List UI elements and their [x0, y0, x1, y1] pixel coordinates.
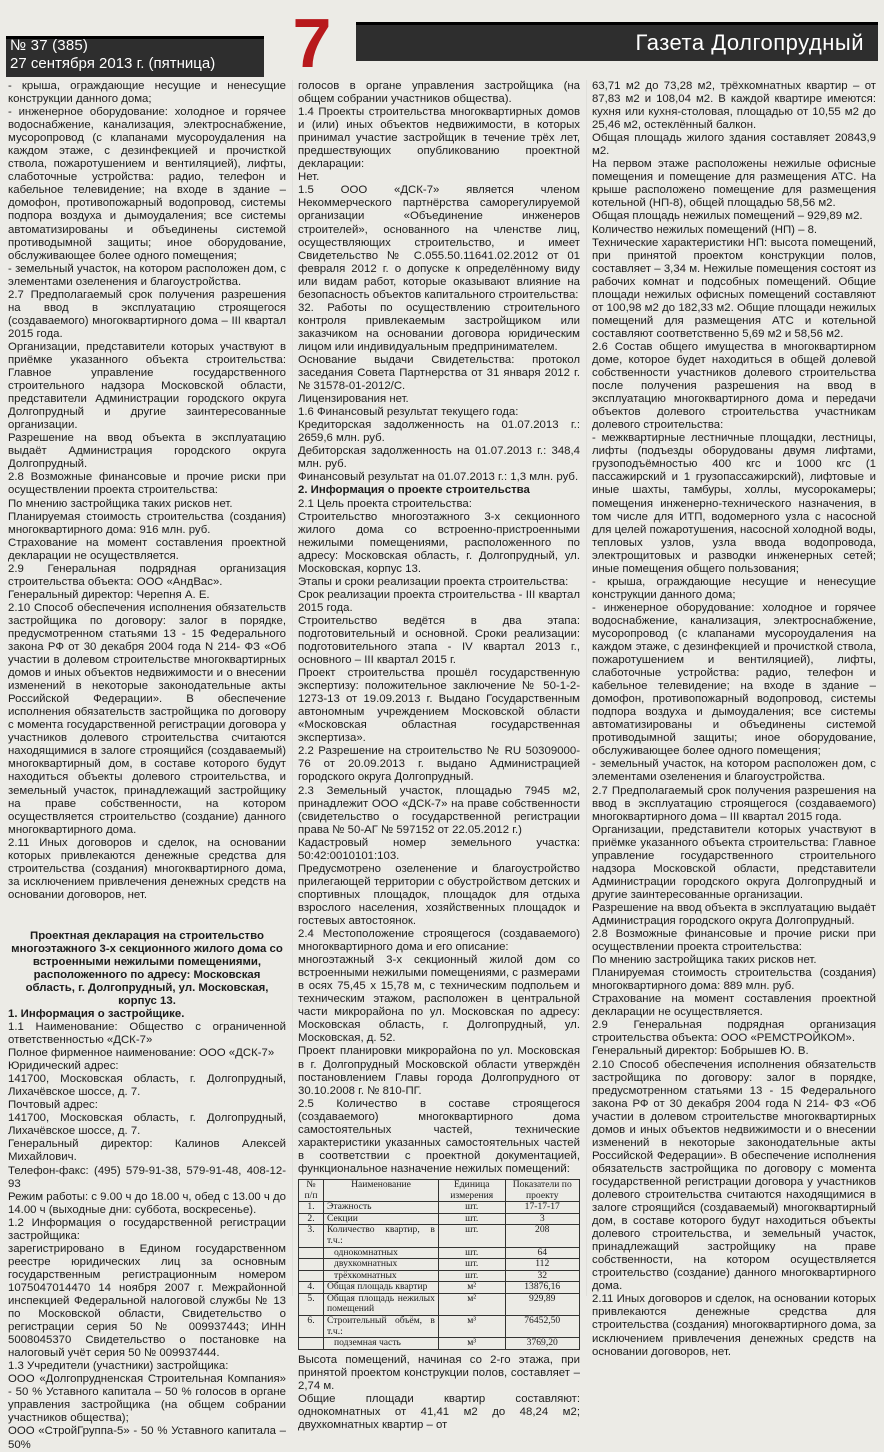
paragraph: По мнению застройщика таких рисков нет. [592, 954, 817, 967]
cell-unit: шт. [438, 1202, 505, 1214]
paragraph: 32. Работы по осуществлению строительного контроля привлекаемым застройщиком или заказчиком на основании договора юридическим лицом или индивидуальным предпринимателем. [298, 301, 580, 353]
cell-value: 64 [505, 1247, 580, 1259]
paragraph: Полное фирменное наименование: ООО «ДСК-7» [8, 1047, 275, 1060]
paragraph: Режим работы: с 9.00 ч до 18.00 ч, обед с 13.00 ч до 14.00 ч (выходные дни: суббота, воскресенье). [8, 1190, 286, 1216]
section-1-title: 1. Информация о застройщике. [8, 1007, 185, 1020]
cell-name: трёхкомнатных [324, 1270, 439, 1282]
table-row [299, 1213, 580, 1225]
paragraph: 2.11 Иных договоров и сделок, на основании которых привлекаются денежные средства для строительства (создания) многоквартирного дома, за исключением привлечения денежных средств на основании договоров, нет. [592, 1293, 876, 1358]
table-body [299, 1202, 580, 1350]
section-2-title: 2. Информация о проекте строительства [298, 484, 530, 497]
page-number: 7 [292, 4, 332, 82]
paragraph: 1.1 Наименование: Общество с ограниченной ответственностью «ДСК-7» [8, 1021, 286, 1047]
paragraph: 2.3 Земельный участок, площадью 7945 м2, принадлежит ООО «ДСК-7» на праве собственности (свидетельство о государственной регистрации права № 50-АГ № 597152 от 22.05.2012 г.) [298, 784, 580, 836]
th-num: № п/п [299, 1179, 324, 1201]
paragraph: Генеральный директор: Бобрышев Ю. В. [592, 1045, 809, 1058]
paragraph: Разрешение на ввод объекта в эксплуатацию выдаёт Администрация городского округа Долгопрудный. [592, 901, 876, 927]
paragraph: голосов в органе управления застройщика (на общем собрании участников общества). [298, 80, 580, 106]
cell-value: 929,89 [505, 1293, 580, 1315]
cell-unit: м² [438, 1282, 505, 1294]
cell-value: 17-17-17 [505, 1202, 580, 1214]
paragraph: 2.7 Предполагаемый срок получения разрешения на ввод в эксплуатацию строящегося (создаваемого) многоквартирного дома – III квартал 2015 года. [592, 784, 876, 823]
cell-name: двухкомнатных [324, 1259, 439, 1271]
newspaper-name: Газета Долгопрудный [635, 30, 864, 55]
paragraph: Этапы и сроки реализации проекта строительства: [298, 575, 569, 588]
cell-name: Строительный объём, в т.ч.: [324, 1316, 439, 1338]
cell-name: Этажность [324, 1202, 439, 1214]
paragraph: 2.4 Местоположение строящегося (создаваемого) многоквартирного дома и его описание: [298, 928, 580, 954]
paragraph: 2.10 Способ обеспечения исполнения обязательств застройщика по договору: залог в порядке, предусмотренном статьями 13 - 15 Федерального закона РФ от 30 декабря 2004 года N 214- ФЗ «Об участии в долевом строительстве многоквартирных домов и иных объектов недвижимости и о внесении изменений в некоторые законодательные акты Российской Федерации». В обеспечение исполнения обязательств застройщика по договору с момента государственной регистрации договора у участников долевого строительства считаются находящимися в залоге строящийся (создаваемый) многоквартирный дом, в составе которого будут находиться объекты долевого строительства, и земельный участок, принадлежащий застройщику на праве собственности, на котором осуществляется строительство (создание) данного многоквартирного дома. [8, 601, 286, 836]
paragraph: Общие площади квартир составляют: однокомнатных от 41,41 м2 до 48,24 м2; двухкомнатных квартир – от [298, 1392, 580, 1432]
column-divider [292, 80, 293, 1296]
issue-number: № 37 (385) [10, 37, 89, 54]
table-row [299, 1270, 580, 1282]
col1-paragraphs [8, 80, 286, 902]
paragraph: Генеральный директор: Калинов Алексей Михайлович. [8, 1138, 286, 1164]
paragraph: 141700, Московская область, г. Долгопрудный, Лихачёвское шоссе, д. 7. [8, 1073, 286, 1099]
paragraph: 2.9 Генеральная подрядная организация строительства объекта: ООО «РЕМСТРОЙКОМ». [592, 1019, 876, 1045]
paragraph: 2.1 Цель проекта строительства: [298, 497, 472, 510]
cell-num: 5. [299, 1293, 324, 1315]
spacer [8, 902, 286, 918]
paragraph: - земельный участок, на котором расположен дом, с элементами озеленения и благоустройства. [8, 262, 286, 288]
paragraph: На первом этаже расположены нежилые офисные помещения и помещение для размещения АТС. На крыше расположено помещение для размещения котельной (НП-8), общей площадью 58,56 м2. [592, 158, 876, 210]
paragraph: 1.3 Учредители (участники) застройщика: [8, 1360, 229, 1373]
th-name: Наименование [324, 1179, 439, 1201]
cell-name: Общая площадь квартир [324, 1282, 439, 1294]
characteristics-table [298, 1179, 580, 1350]
paragraph: Количество нежилых помещений (НП) – 8. [592, 223, 818, 236]
cell-name: Общая площадь нежилых помещений [324, 1293, 439, 1315]
th-value: Показатели по проекту [505, 1179, 580, 1201]
paragraph: Проект планировки микрорайона по ул. Московская в г. Долгопрудный Московской области утверждён постановлением Главы города Долгопрудного от 30.10.2008 г. № 810-ПГ. [298, 1045, 580, 1097]
paragraph: Страхование на момент составления проектной декларации не осуществляется. [592, 993, 876, 1019]
paragraph: 1.5 ООО «ДСК-7» является членом Некоммерческого партнёрства саморегулируемой организации «Объединение инженеров строителей», основанного на членстве лиц, осуществляющих строительство, и имеет Свидетельство № С.055.50.11641.02.2012 от 01 февраля 2012 г. о допуске к определённому виду или видам работ, которые оказывают влияние на безопасность объектов капитального строительства: [298, 184, 580, 301]
paragraph: - межквартирные лестничные площадки, лестницы, лифты (подъезды оборудованы двумя лифтами, грузоподъёмностью 400 кгс и 1000 кгс (1 пассажирский и 1 грузопассажирский), лифтовые и иные шахты, тамбуры, холлы, мусорокамеры; помещения инженерно-технического назначения, в том числе для ИТП, водомерного узла с насосной для целей пожаротушения, насосной холодной воды, тепловых узлов, узла ввода водопровода, электрощитовых и разводки инженерных сетей; иные помещения общего пользования; [592, 432, 876, 575]
cell-name: Количество квартир, в т.ч.: [324, 1225, 439, 1247]
column-divider [586, 80, 587, 1296]
paragraph: 2.8 Возможные финансовые и прочие риски при осуществлении проекта строительства: [8, 471, 286, 497]
col1-paragraphs-2 [8, 1021, 286, 1452]
paragraph: 2.10 Способ обеспечения исполнения обязательств застройщика по договору: залог в порядке, предусмотренном статьями 13 - 15 Федерального закона РФ от 30 декабря 2004 года N 214- ФЗ «Об участии в долевом строительстве многоквартирных домов и иных объектов недвижимости и о внесении изменений в некоторые законодательные акты Российской Федерации». В обеспечение исполнения обязательств застройщика по договору с момента государственной регистрации договора у участников долевого строительства считаются находящимися в залоге строящийся (создаваемый) многоквартирный дом, в составе которого будут находиться объекты долевого строительства, и земельный участок, принадлежащий застройщику на праве собственности, на котором осуществляется строительство (создание) данного многоквартирного дома. [592, 1058, 876, 1293]
paragraph: Кредиторская задолженность на 01.07.2013 г.: 2659,6 млн. руб. [298, 419, 580, 445]
paragraph: 2.7 Предполагаемый срок получения разрешения на ввод в эксплуатацию строящегося (создаваемого) многоквартирного дома – III квартал 2015 года. [8, 288, 286, 340]
paragraph: Строительство многоэтажного 3-х секционного жилого дома со встроенно-пристроенными нежилыми помещениями, расположенного по адресу: Московская область, г. Долгопрудный, ул. Московская, корпус 13. [298, 510, 580, 575]
col2-paragraphs [298, 80, 580, 484]
paragraph: - земельный участок, на котором расположен дом, с элементами озеленения и благоустройства. [592, 758, 876, 784]
paragraph: Финансовый результат на 01.07.2013 г.: 1,3 млн. руб. [298, 471, 579, 484]
paragraph: Организации, представители которых участвуют в приёмке указанного объекта строительства: Главное управление государственного строительного надзора Московской области, представители Администрации городского округа Долгопрудный и другие заинтересованные организации. [8, 340, 286, 432]
cell-num: 4. [299, 1282, 324, 1294]
cell-name: подземная часть [324, 1338, 439, 1350]
cell-unit: шт. [438, 1270, 505, 1282]
paragraph: 2.2 Разрешение на строительство № RU 50309000-76 от 20.09.2013 г. выдано Администрацией городского округа Долгопрудный. [298, 745, 580, 784]
cell-value: 13876,16 [505, 1282, 580, 1294]
cell-value: 208 [505, 1225, 580, 1247]
paragraph: Общая площадь жилого здания составляет 20843,9 м2. [592, 132, 876, 158]
cell-num: 3. [299, 1225, 324, 1247]
cell-unit: м² [438, 1293, 505, 1315]
paragraph: ООО «СтройГруппа-5» - 50 % Уставного капитала – 50% [8, 1425, 286, 1451]
cell-unit: шт. [438, 1247, 505, 1259]
page-header [0, 0, 884, 80]
cell-num [299, 1247, 324, 1259]
cell-num [299, 1259, 324, 1271]
paragraph: 2.11 Иных договоров и сделок, на основании которых привлекаются денежные средства для строительства (создания) многоквартирного дома, за исключением привлечения денежных средств на основании договоров, нет. [8, 836, 286, 901]
cell-num [299, 1270, 324, 1282]
cell-unit: м³ [438, 1316, 505, 1338]
table-row [299, 1316, 580, 1338]
paragraph: 2.5 Количество в составе строящегося (создаваемого) многоквартирного дома самостоятельных частей, технические характеристики указанных самостоятельных частей в соответствии с проектной документацией, функциональное назначение нежилых помещений: [298, 1097, 580, 1175]
paragraph: Высота помещений, начиная со 2-го этажа, при принятой проектом конструкции полов, составляет – 2,74 м. [298, 1353, 580, 1392]
cell-value: 76452,50 [505, 1316, 580, 1338]
paragraph: - инженерное оборудование: холодное и горячее водоснабжение, канализация, электроснабжение, мусоропровод (с клапанами мусороудаления на каждом этаже, с дезинфекцией и прочисткой ствола, пожаротушением и вентиляцией), лифты, слаботочные устройства: радио, телефон и кабельное телевидение; на входе в здание – домофон, противопожарный водопровод, системы подпора воздуха и дымоудаления; все системы автоматизированы и объединены системой противодымной защиты; иное оборудование, обслуживающее более одного помещения; [592, 601, 876, 758]
paragraph: 2.6 Состав общего имущества в многоквартирном доме, которое будет находиться в общей долевой собственности участников долевого строительства после получения разрешения на ввод в эксплуатацию многоквартирного дома и передачи объектов долевого строительства участникам долевого строительства: [592, 340, 876, 432]
cell-num: 6. [299, 1316, 324, 1338]
cell-value: 3769,20 [505, 1338, 580, 1350]
paragraph: 1.6 Финансовый результат текущего года: [298, 406, 519, 419]
paragraph: Почтовый адрес: [8, 1099, 98, 1112]
table-row [299, 1202, 580, 1214]
paragraph: Нет. [298, 171, 320, 184]
masthead-bar [356, 22, 878, 61]
paragraph: - инженерное оборудование: холодное и горячее водоснабжение, канализация, электроснабжение, мусоропровод (с клапанами мусороудаления на каждом этаже, с дезинфекцией и прочисткой ствола, пожаротушением и вентиляцией), лифты, слаботочные устройства: радио, телефон и кабельное телевидение; на входе в здание – домофон, противопожарный водопровод, системы подпора воздуха и дымоудаления; все системы автоматизированы и объединены системой противодымной защиты; иное оборудование, обслуживающее более одного помещения; [8, 106, 286, 262]
paragraph: Телефон-факс: (495) 579-91-38, 579-91-48, 408-12-93 [8, 1164, 286, 1190]
paragraph: Строительство ведётся в два этапа: подготовительный и основной. Сроки реализации: подготовительного этапа - IV квартал 2013 г., основного – III квартал 2015 г. [298, 614, 580, 667]
cell-name: Секции [324, 1213, 439, 1225]
cell-name: однокомнатных [324, 1247, 439, 1259]
issue-date: 27 сентября 2013 г. (пятница) [10, 55, 216, 72]
paragraph: Технические характеристики НП: высота помещений, при принятой проектом конструкции полов, составляет – 3,34 м. Нежилые помещения состоят из рабочих комнат и подсобных помещений. Общие площади нежилых офисных помещений составляют от 100,98 м2 до 182,33 м2. Общие площади нежилых помещений для размещения АТС и котельной составляют соответственно 5,69 м2 и 58,56 м2. [592, 236, 876, 340]
cell-num: 2. [299, 1213, 324, 1225]
column-1 [8, 80, 286, 1451]
declaration-title: Проектная декларация на строительство многоэтажного 3-х секционного жилого дома со встроенными нежилыми помещениями, расположенного по адресу: Московская область, г. Долгопрудный, ул. Московская, корпус 13. [11, 929, 283, 1007]
paragraph: Организации, представители которых участвуют в приёмке указанного объекта строительства: Главное управление государственного строительного надзора Московской области, представители Администрации городского округа Долгопрудный и другие заинтересованные организации. [592, 823, 876, 901]
paragraph: 2.8 Возможные финансовые и прочие риски при осуществлении проекта строительства: [592, 928, 876, 954]
paragraph: - крыша, ограждающие несущие и ненесущие конструкции данного дома; [8, 80, 286, 106]
paragraph: Дебиторская задолженность на 01.07.2013 г.: 348,4 млн. руб. [298, 445, 580, 471]
paragraph: Юридический адрес: [8, 1060, 119, 1073]
cell-unit: м³ [438, 1338, 505, 1350]
table-row [299, 1225, 580, 1247]
cell-unit: шт. [438, 1225, 505, 1247]
table-row [299, 1259, 580, 1271]
paragraph: Страхование на момент составления проектной декларации не осуществляется. [8, 536, 286, 562]
paragraph: зарегистрировано в Едином государственном реестре юридических лиц за основным государственным регистрационным номером 1075047014470 14 ноября 2007 г. Межрайонной инспекцией Федеральной налоговой службы № 13 по Московской области, Свидетельство о регистрации серия 50 № 009937443; ИНН 5008045370 Свидетельство о постановке на налоговый учёт серия 50 № 009937444. [8, 1242, 286, 1360]
cell-value: 112 [505, 1259, 580, 1271]
paragraph: 63,71 м2 до 73,28 м2, трёхкомнатных квартир – от 87,83 м2 и 108,04 м2. В каждой квартире имеются: кухня или кухня-столовая, площадью от 10,55 м2 до 25,46 м2, остеклённый балкон. [592, 80, 876, 132]
table-header-row [299, 1179, 580, 1201]
paragraph: Общая площадь нежилых помещений – 929,89 м2. [592, 210, 863, 223]
paragraph: Планируемая стоимость строительства (создания) многоквартирного дома: 889 млн. руб. [592, 967, 876, 993]
paragraph: ООО «Долгопрудненская Строительная Компания» - 50 % Уставного капитала – 50 % голосов в органе управления застройщика (на общем собрании участников общества); [8, 1373, 286, 1425]
th-unit: Единица измерения [438, 1179, 505, 1201]
paragraph: Предусмотрено озеленение и благоустройство прилегающей территории с обустройством детских и спортивных площадок, площадок для отдыха взрослого населения, хозяйственных площадок и гостевых автостоянок. [298, 862, 580, 927]
paragraph: многоэтажный 3-х секционный жилой дом со встроенными нежилыми помещениями, с размерами в осях 75,45 х 15,78 м, с техническим подпольем и техническим этажом, расположен в центральной части микрорайона по ул. Московская по адресу: Московская область, г. Долгопрудный, ул. Московская, д. 52. [298, 954, 580, 1045]
paragraph: Кадастровый номер земельного участка: 50:42:0010101:103. [298, 836, 580, 862]
paragraph: Генеральный директор: Черепня А. Е. [8, 588, 210, 601]
paragraph: 1.4 Проекты строительства многоквартирных домов и (или) иных объектов недвижимости, в которых принимал участие застройщик в течение трёх лет, предшествующих опубликованию проектной декларации: [298, 106, 580, 171]
cell-unit: шт. [438, 1213, 505, 1225]
col2-paragraphs-3 [298, 1354, 580, 1432]
column-3 [592, 80, 876, 1358]
cell-value: 32 [505, 1270, 580, 1282]
table-row [299, 1247, 580, 1259]
table-row [299, 1282, 580, 1294]
paragraph: 2.9 Генеральная подрядная организация строительства объекта: ООО «АндВас». [8, 562, 286, 588]
paragraph: Основание выдачи Свидетельства: протокол заседания Совета Партнерства от 31 января 2012 г. № 31578-01-2012/С. [298, 353, 580, 393]
column-2 [298, 80, 580, 1432]
table-row [299, 1338, 580, 1350]
col2-paragraphs-2 [298, 498, 580, 1176]
paragraph: Проект строительства прошёл государственную экспертизу: положительное заключение № 50-1-2-1273-13 от 19.09.2013 г. Выдано Государственным автономным учреждением Московской области «Московская областная государственная экспертиза». [298, 667, 580, 745]
paragraph: По мнению застройщика таких рисков нет. [8, 497, 233, 510]
paragraph: Лицензирования нет. [298, 393, 409, 406]
paragraph: Срок реализации проекта строительства - III квартал 2015 года. [298, 588, 580, 614]
cell-num: 1. [299, 1202, 324, 1214]
paragraph: 141700, Московская область, г. Долгопрудный, Лихачёвское шоссе, д. 7. [8, 1112, 286, 1138]
paragraph: Разрешение на ввод объекта в эксплуатацию выдаёт Администрация городского округа Долгопрудный. [8, 432, 286, 471]
table-row [299, 1293, 580, 1315]
paragraph: 1.2 Информация о государственной регистрации застройщика: [8, 1216, 286, 1242]
cell-unit: шт. [438, 1259, 505, 1271]
col3-paragraphs [592, 80, 876, 1359]
paragraph: Планируемая стоимость строительства (создания) многоквартирного дома: 916 млн. руб. [8, 510, 286, 536]
cell-value: 3 [505, 1213, 580, 1225]
paragraph: - крыша, ограждающие несущие и ненесущие конструкции данного дома; [592, 575, 876, 601]
cell-num [299, 1338, 324, 1350]
